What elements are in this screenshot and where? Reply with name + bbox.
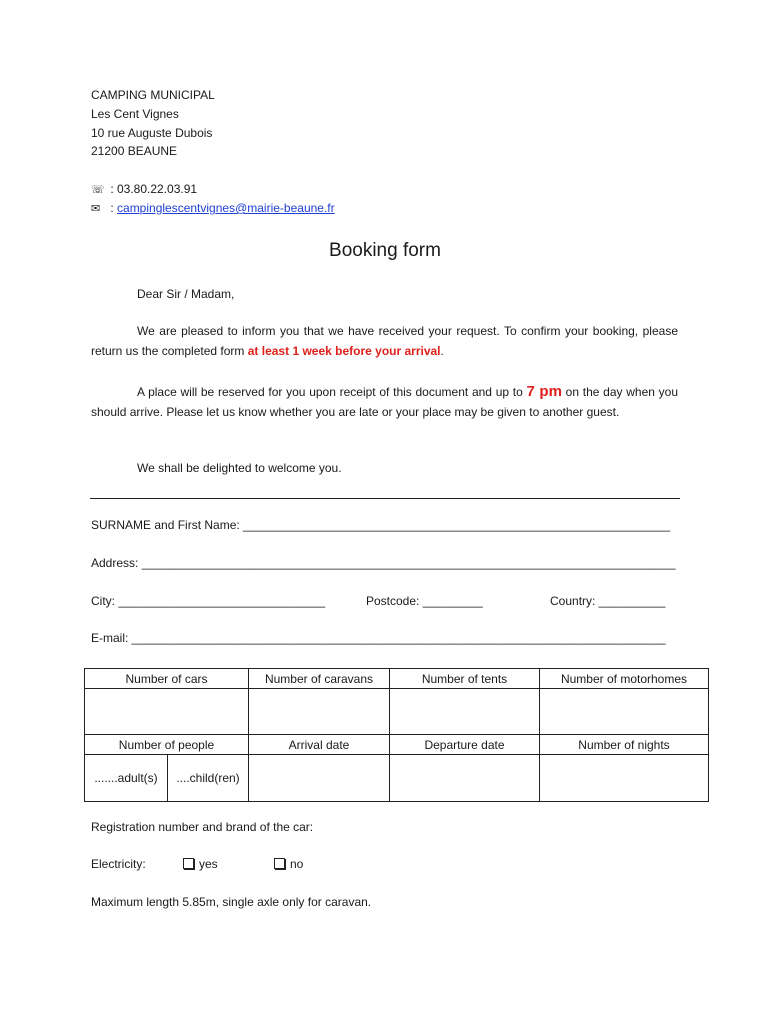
email-field[interactable]: E-mail: ________________________________________________________________________________ — [91, 631, 666, 645]
adults-cell[interactable]: .......adult(s) — [85, 755, 168, 802]
paragraph-confirm-text: We are pleased to inform you that we have received your request. To confirm your booking, please return us the completed form — [91, 324, 678, 358]
caravan-note: Maximum length 5.85m, single axle only for caravan. — [91, 895, 372, 909]
phone-line — [91, 180, 197, 200]
caravans-header: Number of caravans — [249, 669, 390, 689]
table-row — [85, 689, 709, 735]
registration-label: Registration number and brand of the car: — [91, 820, 314, 834]
no-checkbox[interactable] — [274, 858, 285, 869]
table-row — [85, 755, 709, 802]
phone-number: : 03.80.22.03.91 — [107, 182, 198, 196]
arrival-time-highlight: 7 pm — [526, 383, 562, 400]
table-row — [85, 669, 709, 689]
surname-field[interactable]: SURNAME and First Name: ________________________________________________________________ — [91, 518, 671, 532]
address-line-2: Les Cent Vignes — [91, 107, 179, 121]
email-icon: ✉ — [91, 203, 101, 215]
email-link[interactable]: campinglescentvignes@mairie-beaune.fr — [117, 201, 335, 215]
people-header: Number of people — [85, 735, 249, 755]
electricity-label: Electricity: — [91, 857, 146, 871]
address-line-3: 10 rue Auguste Dubois — [91, 126, 213, 140]
address-line-4: 21200 BEAUNE — [91, 144, 178, 158]
nights-cell[interactable] — [540, 755, 709, 802]
page-title: Booking form — [329, 240, 441, 261]
tents-cell[interactable] — [390, 689, 540, 735]
booking-table — [84, 668, 709, 802]
electricity-no-option[interactable] — [274, 857, 303, 871]
tents-header: Number of tents — [390, 669, 540, 689]
no-label: no — [290, 857, 304, 871]
caravans-cell[interactable] — [249, 689, 390, 735]
motorhomes-header: Number of motorhomes — [540, 669, 709, 689]
electricity-yes-option[interactable] — [183, 857, 218, 871]
departure-cell[interactable] — [390, 755, 540, 802]
cars-header: Number of cars — [85, 669, 249, 689]
table-row — [85, 735, 709, 755]
email-separator: : — [107, 201, 118, 215]
nights-header: Number of nights — [540, 735, 709, 755]
paragraph-reservation — [91, 382, 678, 422]
yes-label: yes — [199, 857, 218, 871]
paragraph-confirm-end: . — [440, 343, 444, 358]
arrival-header: Arrival date — [249, 735, 390, 755]
email-line — [91, 199, 335, 219]
motorhomes-cell[interactable] — [540, 689, 709, 735]
greeting: Dear Sir / Madam, — [137, 287, 235, 301]
yes-checkbox[interactable] — [183, 858, 194, 869]
divider — [90, 498, 680, 499]
paragraph-welcome: We shall be delighted to welcome you. — [137, 461, 342, 475]
cars-cell[interactable] — [85, 689, 249, 735]
paragraph-confirm — [91, 322, 678, 361]
deadline-highlight: at least 1 week before your arrival — [247, 343, 441, 358]
phone-icon: ☏ — [91, 184, 105, 196]
address-field[interactable]: Address: ________________________________________________________________________________ — [91, 556, 676, 570]
city-field[interactable]: City: _______________________________ — [91, 594, 326, 608]
children-cell[interactable]: ....child(ren) — [168, 755, 249, 802]
arrival-cell[interactable] — [249, 755, 390, 802]
postcode-field[interactable]: Postcode: _________ — [366, 594, 483, 608]
paragraph-reservation-text-a: A place will be reserved for you upon receipt of this document and up to — [137, 385, 527, 399]
address-line-1: CAMPING MUNICIPAL — [91, 88, 215, 102]
country-field[interactable]: Country: __________ — [550, 594, 666, 608]
departure-header: Departure date — [390, 735, 540, 755]
paragraph-reservation-text-b: on the day when you should arrive. Please let us know whether you are late or your place may be given to another guest. — [91, 385, 679, 419]
